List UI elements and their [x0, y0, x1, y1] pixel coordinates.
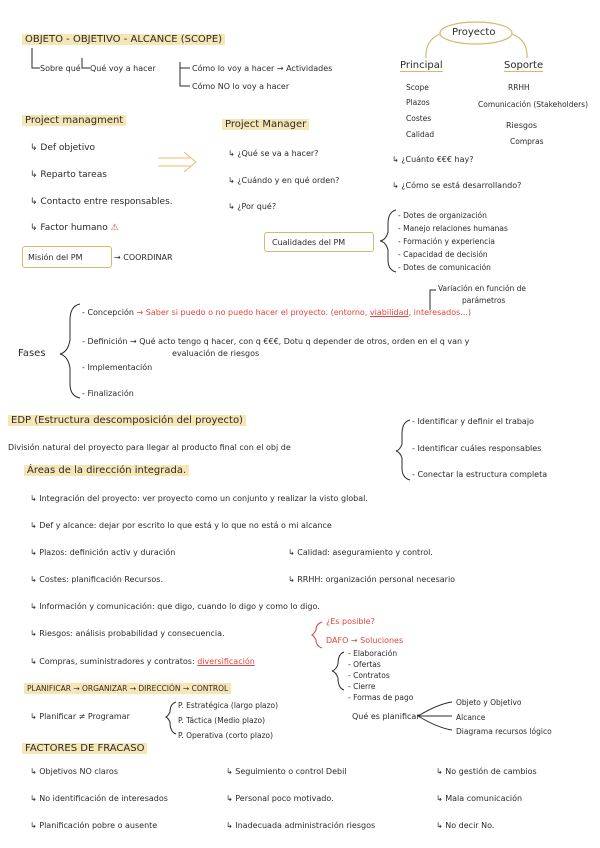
- edp-right-item: - Identificar y definir el trabajo: [412, 417, 534, 426]
- question-como: ↳ ¿Cómo se está desarrollando?: [392, 181, 522, 190]
- compras-item: - Elaboración: [348, 649, 398, 658]
- fracaso-item: ↳ No identificación de interesados: [30, 794, 168, 803]
- cualidad-item: - Dotes de comunicación: [398, 263, 491, 272]
- soporte-item: Comunicación (Stakeholders): [478, 100, 589, 109]
- fracaso-item: ↳ Mala comunicación: [436, 794, 523, 803]
- es-posible: ¿Es posible?: [326, 617, 375, 626]
- area-rrhh: ↳ RRHH: organización personal necesario: [288, 575, 456, 584]
- fracaso-item: ↳ No decir No.: [436, 821, 495, 830]
- fracaso-item: ↳ No gestión de cambios: [436, 767, 537, 776]
- pm-item: ↳ Def objetivo: [30, 143, 96, 153]
- cualidades-label: Cualidades del PM: [272, 238, 346, 247]
- fracaso-title: FACTORES DE FRACASO: [22, 743, 147, 754]
- cualidad-item: - Manejo relaciones humanas: [398, 224, 508, 233]
- planificar-lhs: ↳ Planificar ≠ Programar: [30, 712, 130, 721]
- manager-question: ↳ ¿Por qué?: [228, 202, 277, 211]
- area-informacion: ↳ Información y comunicación: que digo, cuando lo digo y como lo digo.: [30, 602, 320, 611]
- principal-item: Calidad: [406, 130, 435, 139]
- compras-item: - Cierre: [348, 682, 376, 691]
- area-costes: ↳ Costes: planificación Recursos.: [30, 575, 163, 584]
- planificar-opt: Alcance: [456, 713, 486, 722]
- principal-item: Scope: [406, 83, 429, 92]
- que-es-planificar: Qué es planificar: [352, 712, 420, 721]
- edp-title: EDP (Estructura descomposición del proyecto): [8, 415, 246, 426]
- dafo: DAFO → Soluciones: [326, 636, 404, 645]
- principal-item: Plazos: [406, 98, 430, 107]
- fracaso-item: ↳ Inadecuada administración riesgos: [226, 821, 376, 830]
- soporte-item: RRHH: [508, 83, 530, 92]
- planificar-opt: Objeto y Objetivo: [456, 698, 522, 707]
- que-hacer: Qué voy a hacer: [90, 64, 156, 73]
- coordinar: → COORDINAR: [114, 253, 173, 262]
- manager-title: Project Manager: [222, 119, 309, 130]
- scope-title: OBJETO - OBJETIVO - ALCANCE (SCOPE): [22, 34, 225, 45]
- manager-question: ↳ ¿Cuándo y en qué orden?: [228, 176, 340, 185]
- edp-right-item: - Conectar la estructura completa: [412, 470, 548, 479]
- proyecto-title: Proyecto: [452, 27, 496, 38]
- area-plazos: ↳ Plazos: definición activ y duración: [30, 548, 176, 557]
- compras-item: - Formas de pago: [348, 693, 414, 702]
- cualidad-item: - Capacidad de decisión: [398, 250, 488, 259]
- question-cuanto: ↳ ¿Cuánto €€€ hay?: [392, 155, 474, 164]
- cualidad-item: - Formación y experiencia: [398, 237, 495, 246]
- edp-right-item: - Identificar cuáles responsables: [412, 444, 542, 453]
- finalizacion: - Finalización: [82, 389, 134, 398]
- parametros: parámetros: [462, 296, 506, 305]
- como-no-hacer: Cómo NO lo voy a hacer: [192, 82, 290, 91]
- variacion: Variación en función de: [438, 284, 527, 293]
- como-hacer: Cómo lo voy a hacer → Actividades: [192, 64, 333, 73]
- planificacion-tipo: P. Táctica (Medio plazo): [178, 716, 266, 725]
- area-alcance: ↳ Def y alcance: dejar por escrito lo que está y lo que no está o mi alcance: [30, 521, 332, 530]
- planificar-chain: PLANIFICAR → ORGANIZAR → DIRECCIÓN → CONTROL: [24, 683, 231, 694]
- mision-label: Misión del PM: [28, 253, 83, 262]
- area-integracion: ↳ Integración del proyecto: ver proyecto como un conjunto y realizar la visto global.: [30, 494, 368, 503]
- principal-title: Principal: [400, 60, 443, 71]
- fracaso-item: ↳ Personal poco motivado.: [226, 794, 334, 803]
- pm-item: ↳ Reparto tareas: [30, 170, 107, 180]
- pm-item: ↳ Factor humano ⚠: [30, 223, 119, 233]
- definicion: - Definición → Qué acto tengo q hacer, con q €€€, Dotu q depender de otros, orden en el q van y: [82, 337, 470, 346]
- definicion-cont: evaluación de riesgos: [172, 349, 260, 358]
- area-calidad: ↳ Calidad: aseguramiento y control.: [288, 548, 433, 557]
- fracaso-item: ↳ Seguimiento o control Debil: [226, 767, 347, 776]
- fases-title: Fases: [18, 348, 46, 359]
- planificacion-tipo: P. Operativa (corto plazo): [178, 731, 274, 740]
- principal-item: Costes: [406, 114, 432, 123]
- compras-item: - Ofertas: [348, 660, 381, 669]
- planificacion-tipo: P. Estratégica (largo plazo): [178, 701, 279, 710]
- sobre-que: Sobre qué: [40, 64, 81, 73]
- concepcion: - Concepción → Saber si puedo o no puedo hacer el proyecto. (entorno, viabilidad, interesados...): [82, 308, 472, 317]
- fracaso-item: ↳ Objetivos NO claros: [30, 767, 118, 776]
- pm-item: ↳ Contacto entre responsables.: [30, 197, 173, 207]
- implementacion: - Implementación: [82, 363, 153, 372]
- cualidad-item: - Dotes de organización: [398, 211, 487, 220]
- fracaso-item: ↳ Planificación pobre o ausente: [30, 821, 158, 830]
- warning-icon: ⚠: [110, 223, 119, 233]
- pm-title: Project managment: [22, 115, 126, 126]
- area-compras: ↳ Compras, suministradores y contratos: diversificación: [30, 657, 255, 666]
- soporte-item: Compras: [510, 137, 544, 146]
- planificar-opt: Diagrama recursos lógico: [456, 727, 552, 736]
- manager-question: ↳ ¿Qué se va a hacer?: [228, 149, 319, 158]
- areas-title: Áreas de la dirección integrada.: [24, 465, 189, 476]
- compras-item: - Contratos: [348, 671, 390, 680]
- area-riesgos: ↳ Riesgos: análisis probabilidad y consecuencia.: [30, 629, 225, 638]
- soporte-item: Riesgos: [506, 121, 538, 130]
- edp-division: División natural del proyecto para llegar al producto final con el obj de: [8, 443, 291, 452]
- soporte-title: Soporte: [504, 60, 544, 71]
